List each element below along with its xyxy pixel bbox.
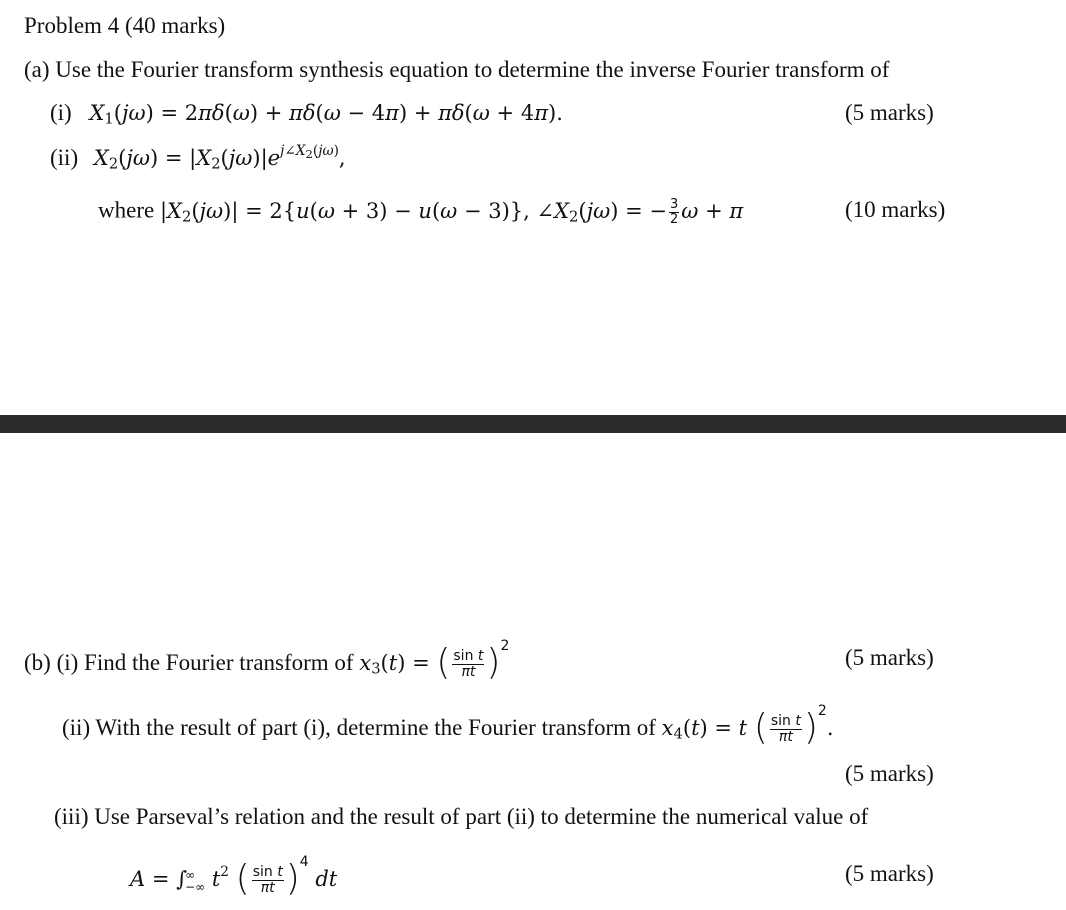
part-b-iii-marks: (5 marks)	[845, 861, 934, 886]
part-a-ii-where-equation: $|X_2(j\omega)| = 2\{u(\omega + 3) - u(\omega - 3)\}$, $\angle X_2(j\omega)$ = − $\frac{3}{2}$ ω + π	[159, 197, 744, 227]
part-a-ii-equation: $X_2(j\omega) = |X_2(j\omega)|e^{j\angle X_2(j\omega)}$,	[93, 142, 346, 173]
section-divider	[0, 415, 1066, 433]
part-a-i-equation: $X_1(j\omega) = 2\pi\delta(\omega) + \pi\delta(\omega - 4\pi) + \pi\delta(\omega + 4\pi)$.	[89, 101, 563, 128]
part-b-ii-label: (ii) With the result of part (i), determine the Fourier transform of	[62, 715, 656, 740]
parseval-integral-equation: A = ∫ ∞ −∞ $t^2$ ( $\frac{\text{sin t}}{\pi t}$ )$^4$ dt	[130, 854, 338, 899]
part-a-ii-marks: (10 marks)	[845, 197, 946, 222]
part-a-i-label: (i)	[50, 100, 72, 125]
part-b-iii: (iii) Use Parseval’s relation and the result of part (ii) to determine the numerical value of	[54, 804, 869, 829]
parseval-integral	[130, 854, 338, 899]
part-a-ii-where-label: where	[98, 197, 155, 223]
part-b-ii-marks: (5 marks)	[845, 761, 934, 786]
part-a-i	[50, 100, 563, 128]
problem-title: Problem 4 (40 marks)	[24, 13, 226, 38]
part-b-i-equation: $x_3(t)$ = ( $\frac{\text{sin t}}{\pi t}$ )$^2$	[359, 638, 510, 683]
part-a-i-marks: (5 marks)	[845, 100, 934, 125]
part-a-intro: (a) Use the Fourier transform synthesis equation to determine the inverse Fourier transform of	[24, 57, 890, 82]
three-halves-fraction: $\frac{3}{2}$	[670, 197, 679, 227]
part-b-i-marks: (5 marks)	[845, 645, 934, 670]
part-a-ii	[50, 142, 346, 173]
part-a-ii-label: (ii)	[50, 145, 79, 170]
part-b-i	[24, 638, 510, 683]
part-b-ii-equation: $x_4(t) = t$ ( $\frac{\text{sin t}}{\pi t}$ )$^2$.	[661, 703, 834, 748]
part-b-ii	[62, 703, 834, 748]
part-b-i-label: (b) (i) Find the Fourier transform of	[24, 650, 354, 675]
part-a-ii-where-line	[98, 198, 743, 226]
